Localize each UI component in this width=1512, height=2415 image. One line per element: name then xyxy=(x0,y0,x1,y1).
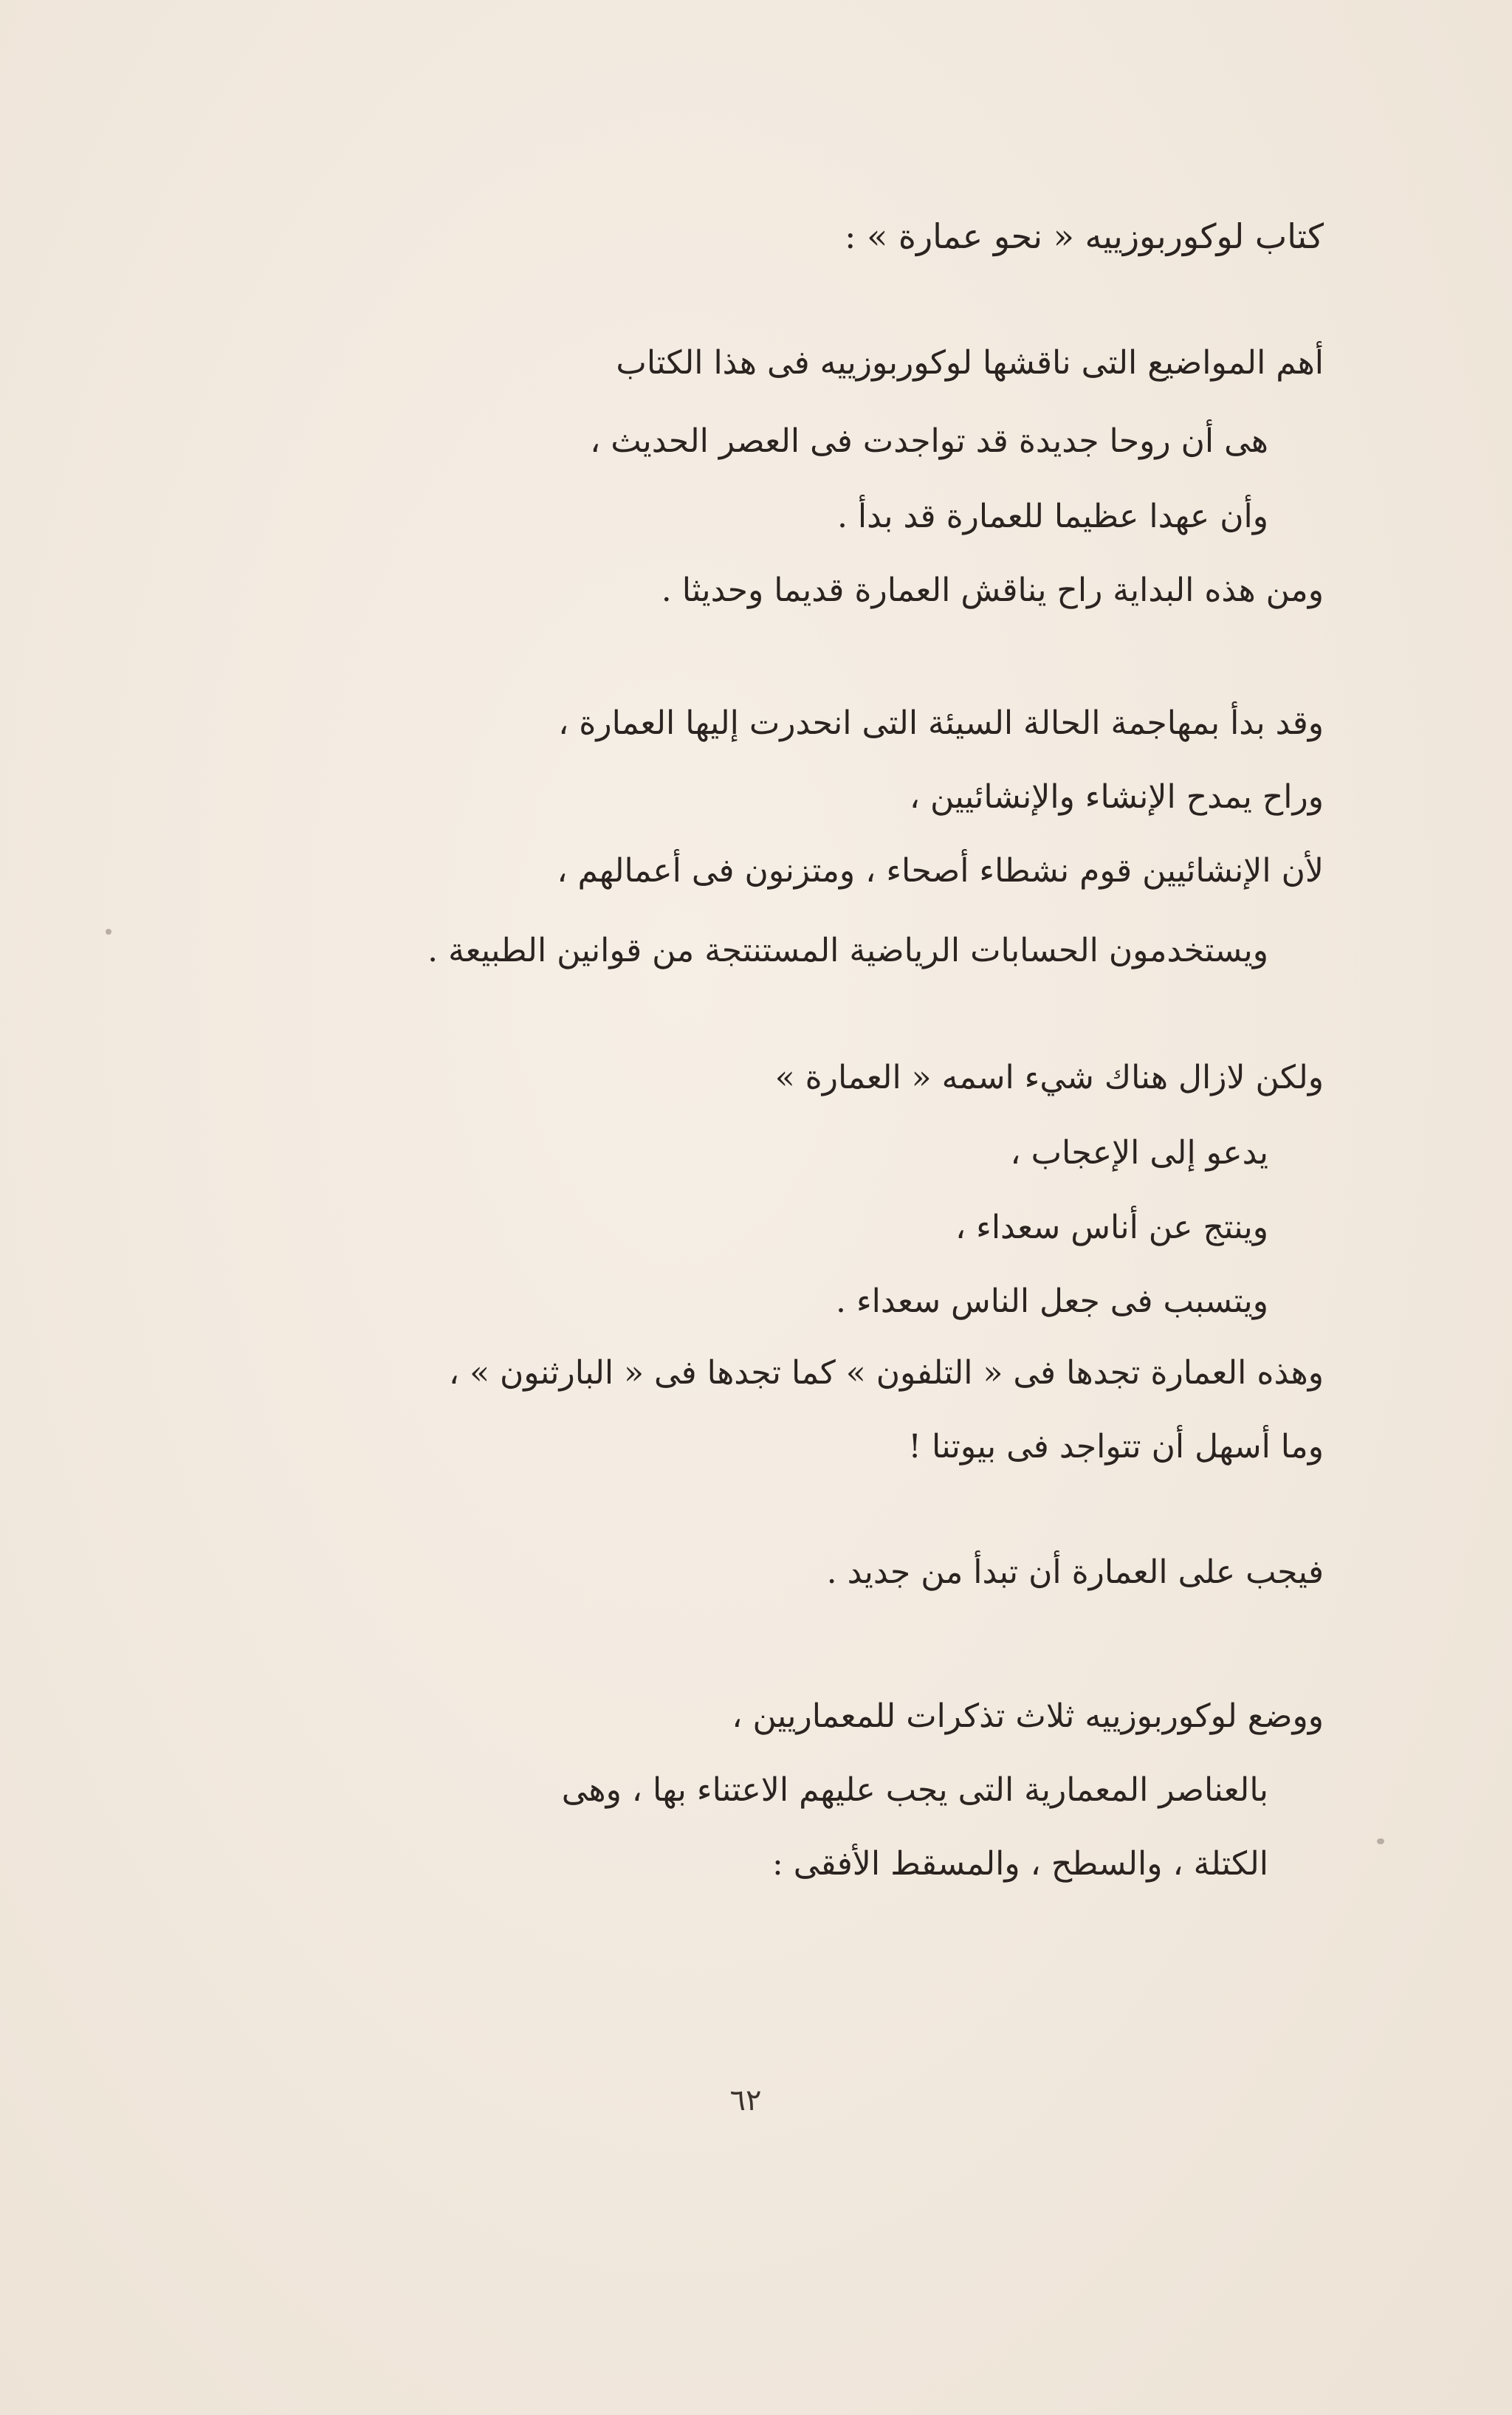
text-line: لأن الإنشائيين قوم نشطاء أصحاء ، ومتزنون فى أعمالهم ، xyxy=(557,852,1324,890)
chapter-heading: كتاب لوكوربوزييه « نحو عمارة » : xyxy=(844,216,1324,256)
text-line: الكتلة ، والسطح ، والمسقط الأفقى : xyxy=(772,1845,1268,1883)
text-line: وقد بدأ بمهاجمة الحالة السيئة التى انحدرت إليها العمارة ، xyxy=(558,704,1324,742)
text-line: وراح يمدح الإنشاء والإنشائيين ، xyxy=(909,778,1324,816)
text-line: وأن عهدا عظيما للعمارة قد بدأ . xyxy=(836,498,1268,535)
text-line: هى أن روحا جديدة قد تواجدت فى العصر الحديث ، xyxy=(590,422,1268,460)
text-line: ووضع لوكوربوزييه ثلاث تذكرات للمعماريين ، xyxy=(732,1697,1324,1735)
text-line: يدعو إلى الإعجاب ، xyxy=(1010,1134,1268,1172)
text-line: ومن هذه البداية راح يناقش العمارة قديما وحديثا . xyxy=(661,571,1324,609)
page-number: ٦٢ xyxy=(729,2084,762,2117)
text-line: ولكن لازال هناك شيء اسمه « العمارة » xyxy=(774,1059,1324,1096)
text-line: أهم المواضيع التى ناقشها لوكوربوزييه فى هذا الكتاب xyxy=(616,344,1324,382)
text-line: وينتج عن أناس سعداء ، xyxy=(955,1209,1268,1246)
text-line: ويتسبب فى جعل الناس سعداء . xyxy=(835,1282,1268,1320)
paper-speck xyxy=(106,929,111,935)
text-line: وما أسهل أن تتواجد فى بيوتنا ! xyxy=(908,1428,1324,1466)
text-line: ويستخدمون الحسابات الرياضية المستنتجة من قوانين الطبيعة . xyxy=(427,932,1268,969)
paper-speck xyxy=(1377,1838,1384,1844)
text-line: بالعناصر المعمارية التى يجب عليهم الاعتناء بها ، وهى xyxy=(561,1771,1268,1809)
text-line: فيجب على العمارة أن تبدأ من جديد . xyxy=(826,1553,1324,1591)
text-line: وهذه العمارة تجدها فى « التلفون » كما تجدها فى « البارثنون » ، xyxy=(448,1354,1324,1392)
